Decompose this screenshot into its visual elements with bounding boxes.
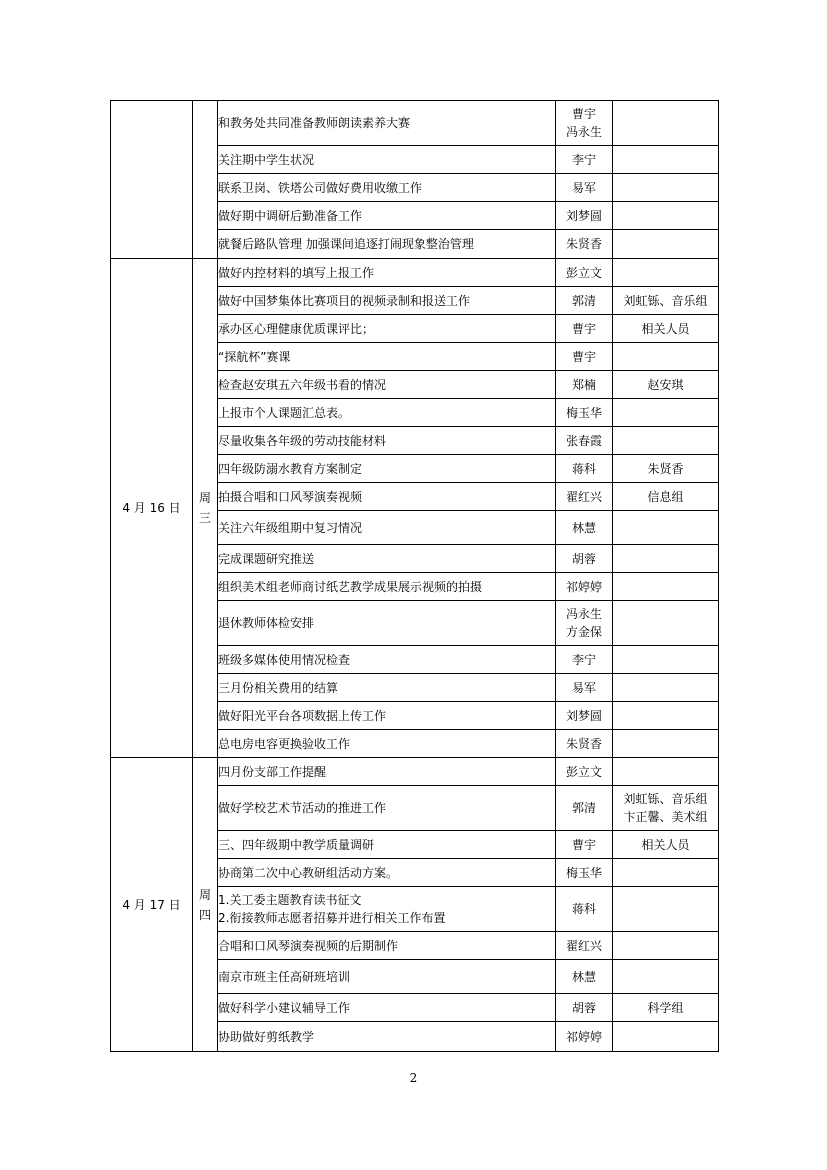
person-cell: [556, 859, 613, 887]
task-line: 四年级防溺水教育方案制定: [218, 461, 363, 476]
partner-cell: [613, 601, 719, 646]
person-line: 梅玉华: [565, 865, 602, 880]
task-cell: [218, 371, 556, 399]
schedule-table: [110, 100, 719, 1052]
task-cell: [218, 146, 556, 174]
task-line: 关注期中学生状况: [218, 152, 315, 167]
task-cell: [218, 343, 556, 371]
person-cell: [556, 994, 613, 1022]
person-line: 彭立文: [565, 764, 602, 779]
task-cell: [218, 887, 556, 932]
person-cell: [556, 174, 613, 202]
task-line: 三月份相关费用的结算: [218, 680, 339, 695]
partner-cell: [613, 146, 719, 174]
task-cell: [218, 831, 556, 859]
partner-cell: [613, 960, 719, 994]
task-cell: [218, 259, 556, 287]
person-line: 曹宇: [571, 837, 596, 852]
person-cell: [556, 758, 613, 786]
task-cell: [218, 202, 556, 230]
partner-cell: [613, 230, 719, 259]
person-cell: [556, 646, 613, 674]
partner-cell: [613, 545, 719, 573]
partner-cell: [613, 730, 719, 758]
person-line: 胡蓉: [571, 551, 596, 566]
task-line: 1.关工委主题教育读书征文: [218, 893, 362, 907]
task-cell: [218, 287, 556, 315]
task-cell: [218, 573, 556, 601]
task-cell: [218, 730, 556, 758]
task-line: 做好期中调研后勤准备工作: [218, 208, 363, 223]
task-line: 拍摄合唱和口风琴演奏视频: [218, 489, 363, 504]
partner-cell: [613, 343, 719, 371]
task-cell: [218, 758, 556, 786]
person-cell: [556, 455, 613, 483]
partner-cell: [613, 483, 719, 511]
person-cell: [556, 399, 613, 427]
task-line: 就餐后路队管理 加强课间追逐打闹现象整治管理: [218, 237, 474, 251]
task-line: 做好阳光平台各项数据上传工作: [218, 708, 387, 723]
partner-cell: [613, 259, 719, 287]
partner-cell: [613, 646, 719, 674]
partner-cell: [613, 831, 719, 859]
task-line: 检查赵安琪五六年级书看的情况: [218, 377, 387, 392]
person-cell: [556, 1022, 613, 1052]
person-cell: [556, 315, 613, 343]
partner-cell: [613, 859, 719, 887]
task-line: 南京市班主任高研班培训: [218, 969, 351, 984]
date-cell: 4 月 16 日: [111, 259, 193, 758]
task-line: 协商第二次中心教研组活动方案。: [218, 865, 399, 880]
task-line: 做好学校艺术节活动的推进工作: [218, 801, 387, 815]
task-line: 和教务处共同准备教师朗读素养大赛: [218, 116, 411, 130]
partner-cell: [613, 371, 719, 399]
task-cell: [218, 174, 556, 202]
person-cell: [556, 343, 613, 371]
person-cell: [556, 511, 613, 545]
partner-cell: [613, 674, 719, 702]
partner-cell: [613, 202, 719, 230]
task-cell: [218, 511, 556, 545]
partner-line: 卞正馨、美术组: [623, 810, 708, 824]
task-line: 做好科学小建议辅导工作: [218, 1000, 351, 1015]
partner-line: 刘虹铄、音乐组: [623, 792, 708, 806]
table-row: [111, 758, 719, 786]
task-line: 班级多媒体使用情况检查: [218, 652, 351, 667]
person-cell: [556, 887, 613, 932]
task-cell: [218, 674, 556, 702]
partner-line: 相关人员: [641, 837, 690, 852]
partner-cell: [613, 573, 719, 601]
person-line: 蒋科: [571, 461, 596, 476]
task-line: 协助做好剪纸教学: [218, 1029, 315, 1044]
partner-line: 朱贤香: [647, 461, 684, 476]
person-line: 郭清: [571, 293, 596, 308]
person-line: 翟红兴: [565, 489, 602, 504]
partner-cell: [613, 994, 719, 1022]
person-cell: [556, 101, 613, 146]
partner-line: 科学组: [647, 1000, 684, 1015]
table-row: [111, 101, 719, 146]
task-cell: [218, 646, 556, 674]
task-line: 上报市个人课题汇总表。: [218, 405, 351, 420]
task-cell: [218, 545, 556, 573]
person-line: 朱贤香: [565, 237, 602, 251]
person-cell: [556, 202, 613, 230]
person-cell: [556, 146, 613, 174]
task-cell: [218, 483, 556, 511]
person-cell: [556, 483, 613, 511]
task-cell: [218, 399, 556, 427]
person-cell: [556, 730, 613, 758]
task-cell: [218, 786, 556, 831]
task-cell: [218, 1022, 556, 1052]
person-line: 曹宇: [571, 107, 596, 121]
person-cell: [556, 427, 613, 455]
partner-line: 相关人员: [641, 321, 690, 336]
person-line: 蒋科: [571, 902, 596, 916]
task-line: 组织美术组老师商讨纸艺教学成果展示视频的拍摄: [218, 579, 483, 594]
person-line: 李宁: [571, 152, 596, 167]
weekday-cell: [193, 758, 218, 1052]
person-line: 朱贤香: [565, 736, 602, 751]
person-line: 祁婷婷: [565, 1029, 602, 1044]
partner-cell: [613, 101, 719, 146]
person-line: 曹宇: [571, 321, 596, 336]
table-row: [111, 259, 719, 287]
partner-line: 信息组: [647, 489, 684, 504]
partner-cell: [613, 511, 719, 545]
page-number: 2: [409, 1071, 418, 1085]
task-cell: [218, 932, 556, 960]
person-line: 翟红兴: [565, 938, 602, 953]
person-line: 梅玉华: [565, 405, 602, 420]
person-cell: [556, 786, 613, 831]
person-cell: [556, 702, 613, 730]
task-line: 关注六年级组期中复习情况: [218, 520, 363, 535]
person-cell: [556, 259, 613, 287]
schedule-body: [111, 101, 719, 1052]
person-line: 祁婷婷: [565, 579, 602, 594]
person-cell: [556, 831, 613, 859]
person-line: 胡蓉: [571, 1000, 596, 1015]
date-cell: 4 月 17 日: [111, 758, 193, 1052]
task-line: 完成课题研究推送: [218, 551, 315, 566]
partner-cell: [613, 758, 719, 786]
person-cell: [556, 287, 613, 315]
task-cell: [218, 960, 556, 994]
person-line: 林慧: [571, 520, 596, 535]
partner-cell: [613, 702, 719, 730]
person-line: 林慧: [571, 969, 596, 984]
task-cell: [218, 455, 556, 483]
task-cell: [218, 859, 556, 887]
person-line: 曹宇: [571, 349, 596, 364]
person-line: 刘梦圆: [565, 208, 602, 223]
person-line: 易军: [571, 680, 596, 695]
person-cell: [556, 601, 613, 646]
task-line: 四月份支部工作提醒: [218, 764, 327, 779]
person-cell: [556, 674, 613, 702]
partner-line: 刘虹铄、音乐组: [623, 293, 708, 308]
person-cell: [556, 960, 613, 994]
task-cell: [218, 315, 556, 343]
partner-cell: [613, 786, 719, 831]
partner-cell: [613, 455, 719, 483]
partner-line: 赵安琪: [647, 377, 684, 392]
person-cell: [556, 932, 613, 960]
partner-cell: [613, 315, 719, 343]
person-line: 郭清: [571, 801, 596, 815]
task-cell: [218, 994, 556, 1022]
person-line: 冯永生: [565, 607, 602, 621]
person-line: 易军: [571, 180, 596, 195]
task-cell: [218, 427, 556, 455]
partner-cell: [613, 887, 719, 932]
partner-cell: [613, 174, 719, 202]
person-line: 彭立文: [565, 265, 602, 280]
task-cell: [218, 702, 556, 730]
partner-cell: [613, 932, 719, 960]
task-cell: [218, 230, 556, 259]
task-line: 合唱和口风琴演奏视频的后期制作: [218, 938, 399, 953]
weekday-cell: [193, 259, 218, 758]
weekday-label: 周四: [199, 887, 212, 922]
person-cell: [556, 545, 613, 573]
person-line: 郑楠: [571, 377, 596, 392]
weekday-cell: [193, 101, 218, 259]
partner-cell: [613, 399, 719, 427]
task-cell: [218, 101, 556, 146]
task-line: 总电房电容更换验收工作: [218, 736, 351, 751]
person-line: 李宁: [571, 652, 596, 667]
task-line: 做好中国梦集体比赛项目的视频录制和报送工作: [218, 293, 471, 308]
weekday-label: 周三: [199, 491, 212, 525]
task-cell: [218, 601, 556, 646]
task-line: 尽量收集各年级的劳动技能材料: [218, 433, 387, 448]
task-line: 2.衔接教师志愿者招募并进行相关工作布置: [218, 911, 446, 925]
task-line: “探航杯”赛课: [218, 349, 291, 364]
person-line: 张春霞: [565, 433, 602, 448]
task-line: 退休教师体检安排: [218, 616, 315, 630]
task-line: 承办区心理健康优质课评比；: [218, 321, 375, 336]
person-line: 方金保: [565, 625, 602, 639]
person-line: 冯永生: [565, 125, 602, 139]
task-line: 做好内控材料的填写上报工作: [218, 265, 375, 280]
date-cell: [111, 101, 193, 259]
task-line: 联系卫岗、铁塔公司做好费用收缴工作: [218, 180, 423, 195]
person-line: 刘梦圆: [565, 708, 602, 723]
person-cell: [556, 230, 613, 259]
person-cell: [556, 573, 613, 601]
partner-cell: [613, 1022, 719, 1052]
task-line: 三、四年级期中教学质量调研: [218, 837, 375, 852]
partner-cell: [613, 427, 719, 455]
partner-cell: [613, 287, 719, 315]
person-cell: [556, 371, 613, 399]
